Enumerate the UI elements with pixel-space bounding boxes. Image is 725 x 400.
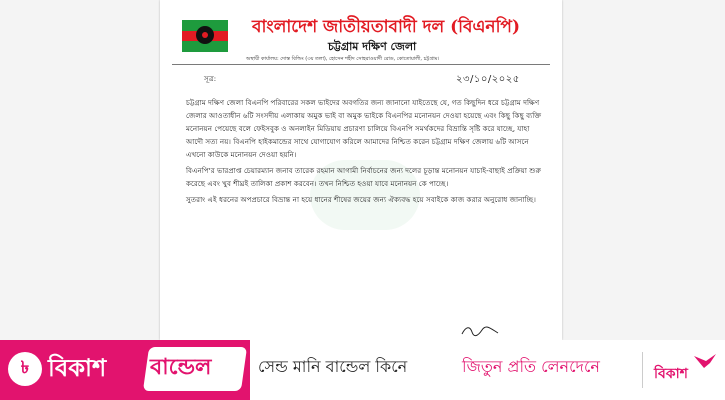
party-name: বাংলাদেশ জাতীয়তাবাদী দল (বিএনপি) — [252, 17, 521, 37]
signature — [460, 324, 500, 338]
bundle-label: বান্ডেল — [150, 355, 212, 380]
press-release-letter — [160, 0, 562, 340]
district-name: চট্টগ্রাম দক্ষিণ জেলা — [328, 40, 417, 53]
letter-body — [186, 96, 546, 209]
body-paragraph-2: বিএনপি'র ভারপ্রাপ্ত চেয়ারম্যান জনাব তারেক রহমান আগামী নির্বাচনের জন্য দলের চূড়ান্ত মনোনয়ন যাচাই-বাছাই প্রক্রিয়া শুরু করেছে এবং খুব শীঘ্রই তালিকা প্রকাশ করবেন। তখন নিশ্চিত হওয়া যাবে মনোনয়ন কে পাচ্ছে। — [186, 166, 541, 188]
letter-date: ২৩/১০/২০২৫ — [456, 74, 520, 85]
bkash-bird-icon — [694, 354, 716, 368]
bkash-wordmark: বিকাশ — [654, 366, 688, 382]
ad-divider — [642, 352, 643, 388]
body-paragraph-1: চট্টগ্রাম দক্ষিণ জেলা বিএনপি পরিবারের সকল ভাইদের অবগতির জন্য জানানো যাইতেছে যে, গত কিছুদিন ধরে চট্টগ্রাম দক্ষিণ জেলার আওতাধীন ৬টি সংসদীয় এলাকায় অমুক ভাই বা অমুক ভাইকে বিএনপির মনোনয়ন দেওয়া হয়েছে এবং কিছু কিছু ব্যক্তি মনোনয়ন পেয়েছে বলে ফেইসবুক ও অনলাইন মিডিয়ায় প্রচারণা চালিয়ে বিএনপি সমর্থকদের বিভ্রান্তি সৃষ্টি করে যাচ্ছে, যাহা আদৌ সত্য নয়। বিএনপি হাইকমান্ডের সাথে যোগাযোগ করিলে আমাদের নিশ্চিত করেন চট্টগ্রাম দক্ষিণ জেলায় ৬টি আসনে এখনো কাউকে মনোনয়ন দেওয়া হয়নি। — [186, 98, 542, 159]
header-divider — [172, 64, 550, 65]
bnp-flag-icon — [182, 20, 228, 52]
reference-label: সূত্র: — [204, 75, 217, 83]
body-paragraph-3: সুতরাং এই ধরনের অপপ্রচারে বিভ্রান্ত না হয়ে ধানের শীষের জয়ের জন্য ঐক্যবদ্ধ হয়ে সবাইকে কাজ করার অনুরোধ জানাচ্ছি। — [186, 195, 536, 204]
bkash-logo-icon: ৳ — [8, 352, 42, 386]
ad-tagline-accent: জিতুন প্রতি লেনদেনে — [462, 357, 600, 376]
ad-brand-name: বিকাশ — [48, 354, 107, 382]
ad-tagline-primary: সেন্ড মানি বান্ডেল কিনে — [258, 357, 408, 376]
office-address: অস্থায়ী কার্যালয়: দোস্ত বিল্ডিং (৩য় তলা), হোসেন শহীদ সোহরাওয়ার্দী রোড, কোতোয়ালী, চট্টগ্রাম। — [246, 56, 440, 62]
